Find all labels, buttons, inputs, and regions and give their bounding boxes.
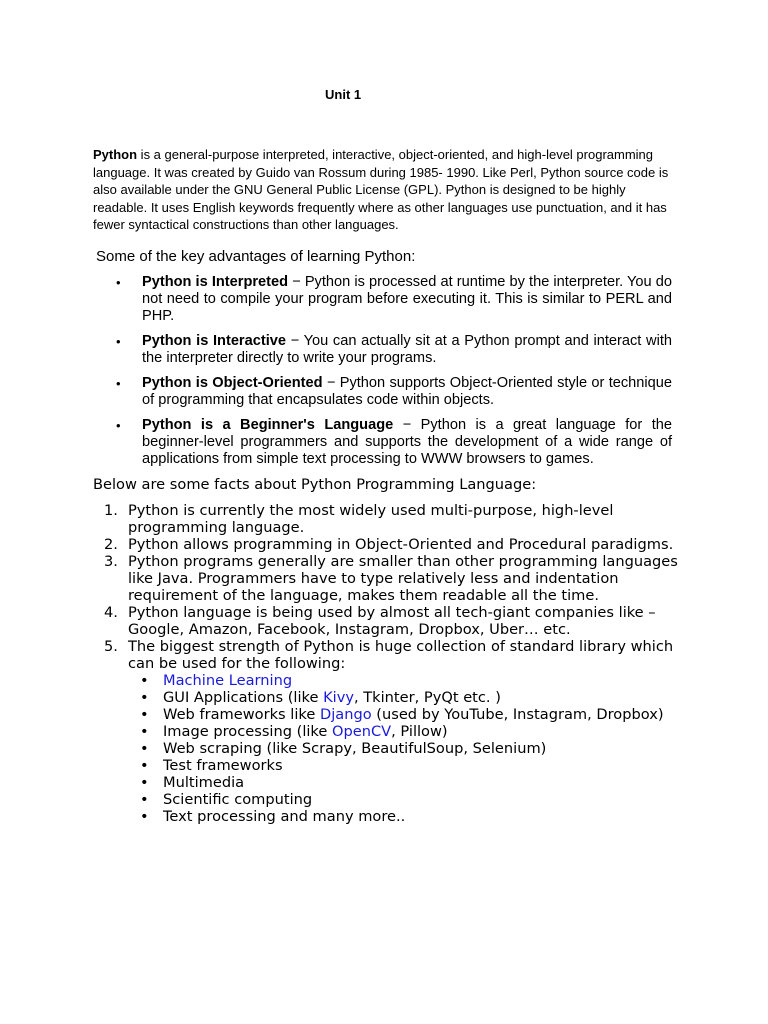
bullet-icon: •: [140, 791, 149, 808]
advantage-description: − Python supports Object-Oriented style or technique of programming that encapsulates code within objects.: [142, 375, 672, 408]
list-item: [128, 808, 684, 825]
advantage-description: − You can actually sit at a Python prompt and interact with the interpreter directly to write your programs.: [142, 333, 672, 366]
sub-item-text: Web scraping (like Scrapy, BeautifulSoup, Selenium): [163, 740, 547, 757]
sub-item-text: Image processing (like: [163, 723, 332, 740]
list-item: [110, 274, 672, 325]
fact-text: Python allows programming in Object-Oriented and Procedural paradigms.: [128, 536, 674, 553]
bullet-icon: •: [116, 418, 121, 433]
list-item: [104, 638, 684, 825]
intro-bold-term: Python: [93, 147, 138, 162]
list-item: [104, 553, 684, 604]
sub-item-text: Text processing and many more..: [163, 808, 406, 825]
list-number: 5.: [104, 638, 118, 655]
list-item: [128, 791, 684, 808]
sub-item-text: , Tkinter, PyQt etc. ): [353, 689, 501, 706]
opencv-link[interactable]: OpenCV: [331, 723, 392, 740]
django-link[interactable]: Django: [319, 706, 372, 723]
advantage-title: Python is Object-Oriented: [142, 375, 323, 391]
list-number: 3.: [104, 553, 118, 570]
list-item: [128, 757, 684, 774]
bullet-icon: •: [140, 672, 149, 689]
bullet-icon: •: [140, 706, 149, 723]
list-item: [104, 604, 684, 638]
bullet-icon: •: [140, 689, 149, 706]
list-item: [110, 417, 672, 468]
list-item: [104, 502, 684, 536]
sub-item-text: GUI Applications (like: [163, 689, 324, 706]
advantage-title: Python is Interactive: [142, 333, 286, 349]
list-item: [110, 375, 672, 409]
sub-item-text: Web frameworks like: [163, 706, 320, 723]
sub-item-text: (used by YouTube, Instagram, Dropbox): [371, 706, 664, 723]
advantages-list: [110, 274, 672, 476]
advantage-description: − Python is processed at runtime by the interpreter. You do not need to compile your program before executing it. This is similar to PERL and PHP.: [142, 274, 672, 324]
list-number: 1.: [104, 502, 118, 519]
bullet-icon: •: [140, 740, 149, 757]
fact-text: Python programs generally are smaller than other programming languages like Java. Programmers have to type relatively less and indentation requirement of the language, makes them readable all the time.: [128, 553, 678, 604]
sub-item-text: Test frameworks: [163, 757, 283, 774]
advantage-title: Python is Interpreted: [142, 274, 289, 290]
fact-text: Python is currently the most widely used multi-purpose, high-level programming language.: [128, 502, 614, 536]
list-item: [128, 774, 684, 791]
intro-paragraph: [93, 146, 678, 234]
advantages-heading: Some of the key advantages of learning Python:: [96, 248, 416, 265]
bullet-icon: •: [140, 774, 149, 791]
library-uses-list: [128, 672, 684, 825]
bullet-icon: •: [116, 376, 121, 391]
intro-text: is a general-purpose interpreted, interactive, object-oriented, and high-level programming language. It was created by Guido van Rossum during 1985- 1990. Like Perl, Python source code is also available under the GNU General Public License (GPL). Python is designed to be highly readable. It uses English keywords frequently where as other languages use punctuation, and it has fewer syntactical constructions than other languages.: [93, 147, 669, 232]
sub-item-text: , Pillow): [391, 723, 448, 740]
list-item: [128, 723, 684, 740]
list-number: 4.: [104, 604, 118, 621]
bullet-icon: •: [116, 334, 121, 349]
advantage-description: − Python is a great language for the beginner-level programmers and supports the development of a wide range of applications from simple text processing to WWW browsers to games.: [142, 417, 672, 467]
list-item: [110, 333, 672, 367]
sub-item-text: Scientific computing: [163, 791, 313, 808]
page-title: Unit 1: [325, 87, 362, 102]
fact-text: The biggest strength of Python is huge collection of standard library which can be used for the following:: [128, 638, 674, 672]
list-item: [128, 689, 684, 706]
fact-text: Python language is being used by almost all tech-giant companies like – Google, Amazon, Facebook, Instagram, Dropbox, Uber… etc.: [128, 604, 656, 638]
kivy-link[interactable]: Kivy: [323, 689, 354, 706]
advantage-title: Python is a Beginner's Language: [142, 417, 394, 433]
list-item: [128, 672, 684, 689]
list-number: 2.: [104, 536, 118, 553]
list-item: [104, 536, 684, 553]
facts-list: [104, 502, 684, 825]
bullet-icon: •: [140, 808, 149, 825]
bullet-icon: •: [140, 723, 149, 740]
sub-item-text: Multimedia: [163, 774, 245, 791]
facts-heading: Below are some facts about Python Programming Language:: [93, 476, 537, 493]
bullet-icon: •: [116, 275, 121, 290]
list-item: [128, 740, 684, 757]
bullet-icon: •: [140, 757, 149, 774]
machine-learning-link[interactable]: Machine Learning: [163, 672, 293, 689]
list-item: [128, 706, 684, 723]
